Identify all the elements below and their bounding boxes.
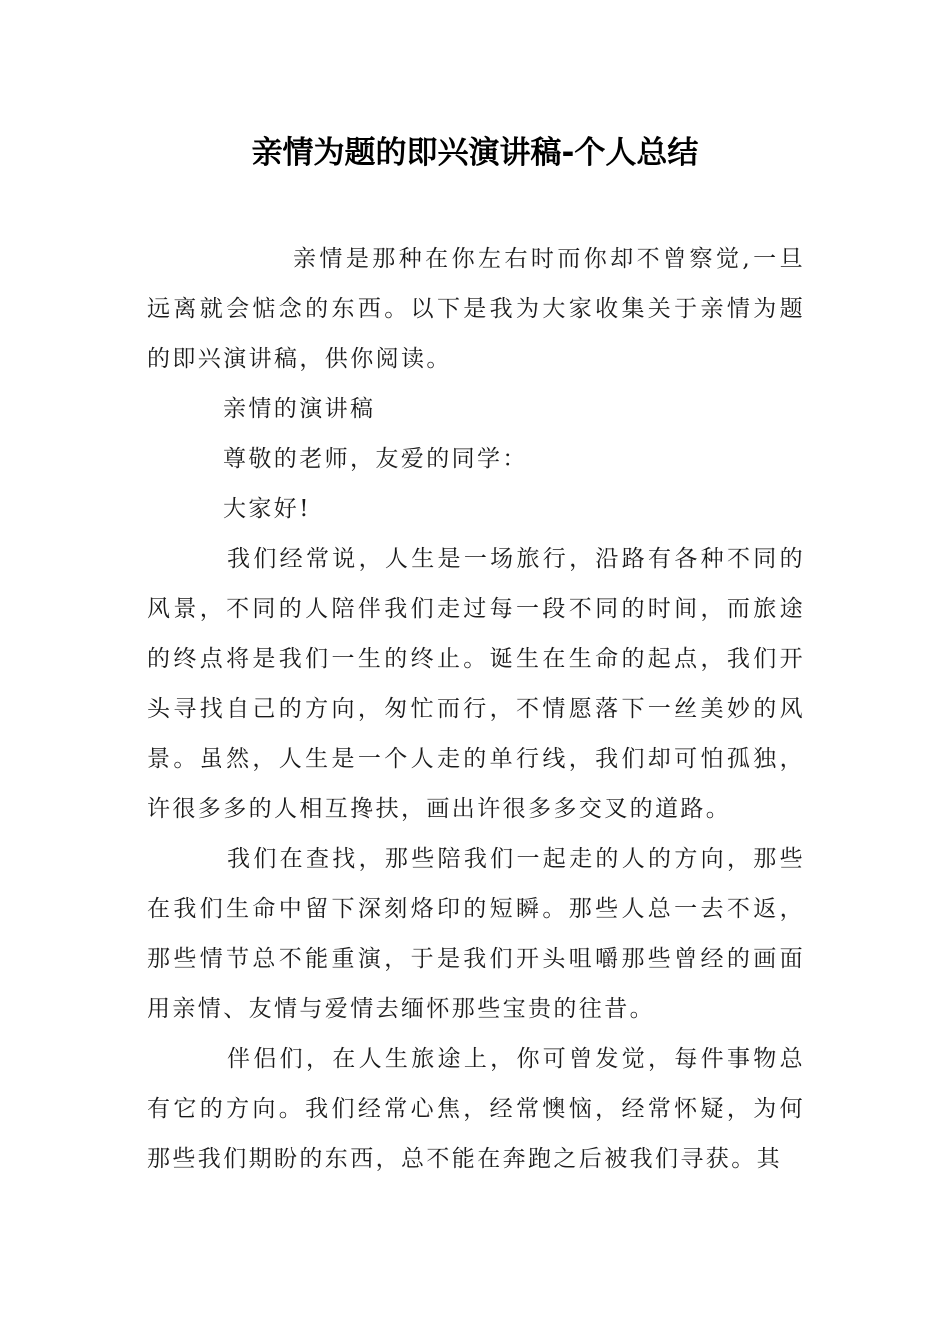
body-paragraph: 我们在查找，那些陪我们一起走的人的方向，那些在我们生命中留下深刻烙印的短瞬。那些人总一去不返，那些情节总不能重演，于是我们开头咀嚼那些曾经的画面用亲情、友情与爱情去缅怀那些宝贵的往昔。	[147, 846, 805, 1022]
body-paragraph: 伴侣们，在人生旅途上，你可曾发觉，每件事物总有它的方向。我们经常心焦，经常懊恼，经常怀疑，为何那些我们期盼的东西，总不能在奔跑之后被我们寻获。其	[147, 1046, 805, 1172]
document-title: 亲情为题的即兴演讲稿-个人总结	[251, 135, 699, 171]
body-paragraph: 我们经常说，人生是一场旅行，沿路有各种不同的风景，不同的人陪伴我们走过每一段不同的时间，而旅途的终点将是我们一生的终止。诞生在生命的起点，我们开头寻找自己的方向，匆忙而行，不情愿落下一丝美妙的风景。虽然，人生是一个人走的单行线，我们却可怕孤独，许很多多的人相互搀扶，画出许很多多交叉的道路。	[147, 546, 805, 822]
speech-heading: 亲情的演讲稿	[223, 396, 376, 422]
greeting: 大家好!	[223, 496, 311, 522]
salutation: 尊敬的老师，友爱的同学：	[223, 446, 528, 472]
document-body	[147, 234, 805, 1184]
intro-paragraph: 亲情是那种在你左右时而你却不曾察觉,一旦远离就会惦念的东西。以下是我为大家收集关于亲情为题的即兴演讲稿，供你阅读。	[147, 246, 805, 372]
